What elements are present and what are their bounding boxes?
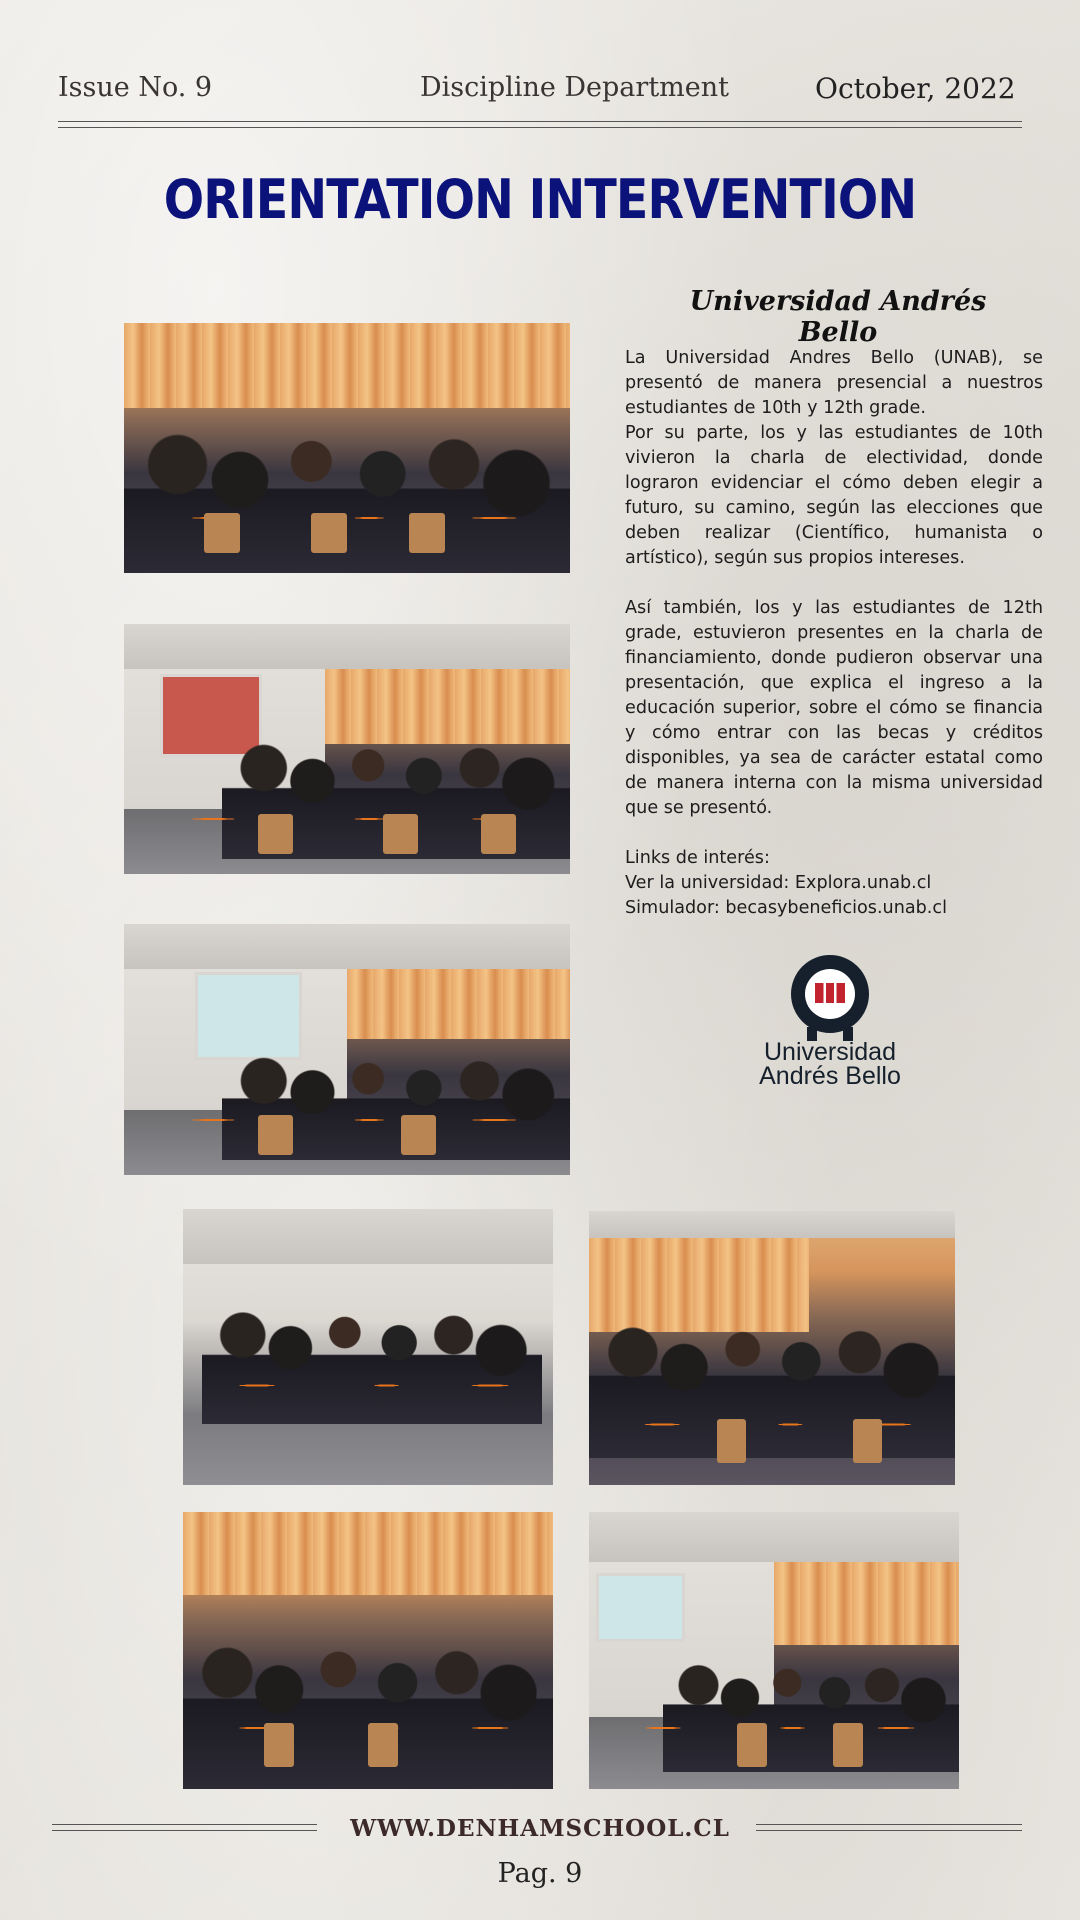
photo-classroom-2 (589, 1211, 955, 1485)
header-rule-bottom (58, 127, 1022, 128)
department-name: Discipline Department (420, 72, 729, 103)
photo-group (183, 1209, 553, 1485)
photo-presentation-2 (124, 924, 570, 1175)
header-rule-top (58, 121, 1022, 122)
photo-classroom-3 (183, 1512, 553, 1789)
issue-date: October, 2022 (815, 72, 1016, 105)
page-number: Pag. 9 (497, 1858, 583, 1889)
photo-classroom-1 (124, 323, 570, 573)
unab-logo-text (740, 1040, 920, 1088)
logo-line-2: Andrés Bello (759, 1062, 901, 1090)
twelfth-grade-paragraph: Así también, los y las estudiantes de 12th grade, estuvieron presentes en la charla de financiamiento, donde pudieron observar una presentación, que explica el ingreso a la educación superior, sobre el cómo se financia y cómo entrar con las becas y créditos disponibles, ya sea de carácter estatal como de manera interna con la misma universidad que se presentó. (625, 598, 1043, 818)
photo-presentation-1 (124, 624, 570, 874)
website-link[interactable]: WWW.DENHAMSCHOOL.CL (350, 1815, 730, 1842)
page-title: ORIENTATION INTERVENTION (163, 168, 917, 231)
tenth-grade-paragraph: Por su parte, los y las estudiantes de 10th vivieron la charla de electividad, donde lograron evidenciar el cómo deben elegir a futuro, su camino, según las elecciones que deben realizar (Científico, humanista o artístico), según sus propios intereses. (625, 423, 1043, 568)
issue-number: Issue No. 9 (58, 72, 213, 103)
link-explora[interactable]: Ver la universidad: Explora.unab.cl (625, 873, 932, 893)
links-heading: Links de interés: (625, 848, 770, 868)
unab-logo-icon (791, 955, 869, 1033)
photo-presentation-3 (589, 1512, 959, 1789)
logo-line-1: Universidad (763, 1038, 896, 1066)
section-subtitle: Universidad Andrés Bello (689, 286, 987, 348)
intro-paragraph: La Universidad Andres Bello (UNAB), se presentó de manera presencial a nuestros estudiantes de 10th y 12th grade. (625, 348, 1043, 418)
link-simulador[interactable]: Simulador: becasybeneficios.unab.cl (625, 898, 947, 918)
